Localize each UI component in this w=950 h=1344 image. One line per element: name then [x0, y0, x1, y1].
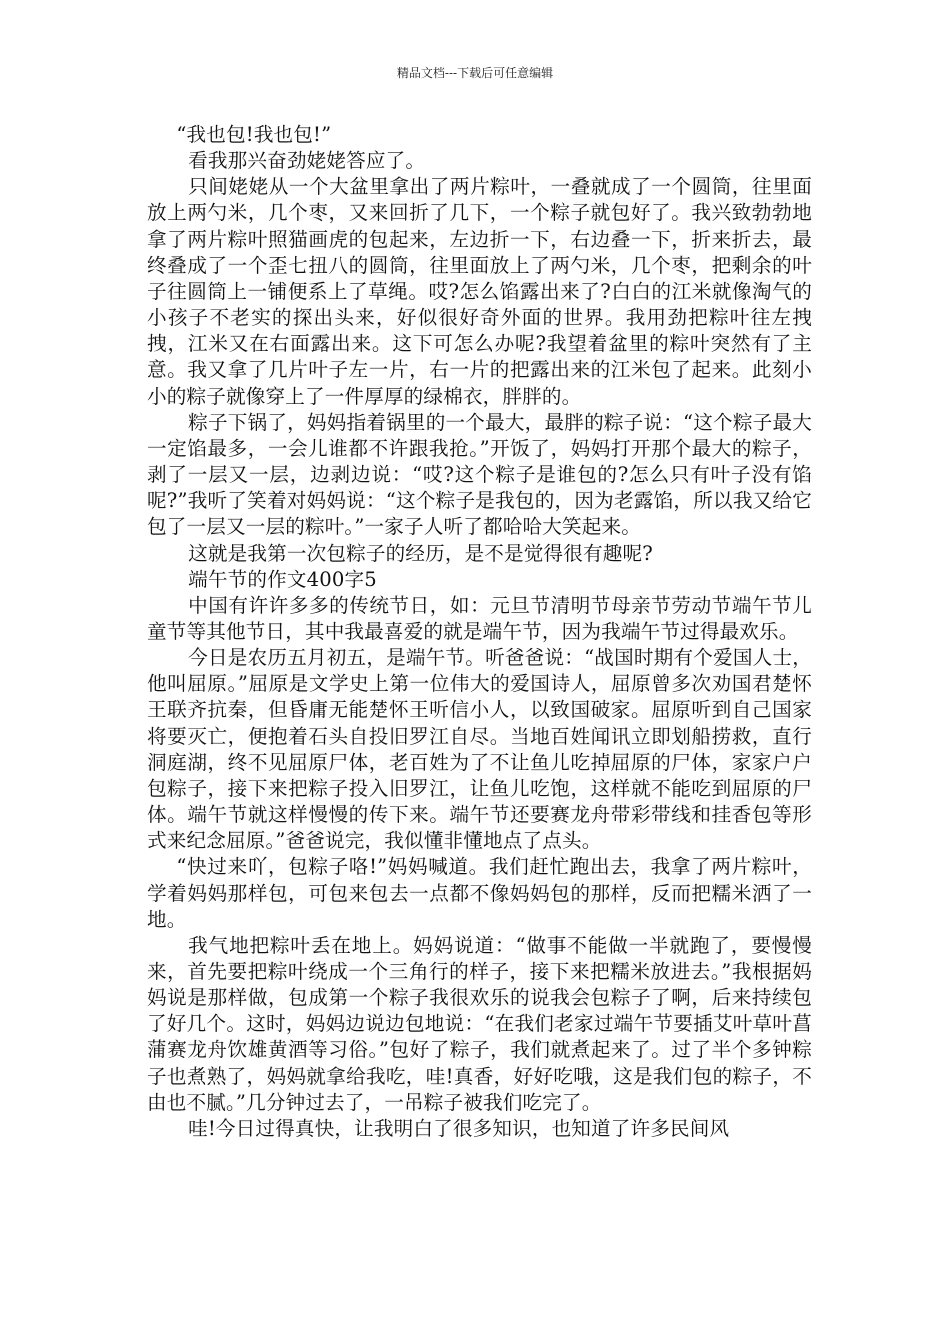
paragraph: 我气地把粽叶丢在地上。妈妈说道：“做事不能做一半就跑了，要慢慢来，首先要把粽叶绕成一个三角行的样子，接下来把糯米放进去。”我根据妈妈说是那样做，包成第一个粽子我很欢乐的说我会包粽子了啊，后来持续包了好几个。这时，妈妈边说边包地说：“在我们老家过端午节要插艾叶草叶菖蒲赛龙舟饮雄黄酒等习俗。”包好了粽子，我们就煮起来了。过了半个多钟粽子也煮熟了，妈妈就拿给我吃，哇!真香，好好吃哦，这是我们包的粽子，不由也不腻。”几分钟过去了，一吊粽子被我们吃完了。 — [147, 933, 812, 1114]
paragraph: 只间姥姥从一个大盆里拿出了两片粽叶，一叠就成了一个圆筒，往里面放上两勺米，几个枣，又来回折了几下，一个粽子就包好了。我兴致勃勃地拿了两片粽叶照猫画虎的包起来，左边折一下，右边叠一下，折来折去，最终叠成了一个歪七扭八的圆筒，往里面放上了两勺米，几个枣，把剩余的叶子往圆筒上一铺便系上了草绳。哎?怎么馅露出来了?白白的江米就像淘气的小孩子不老实的探出头来，好似很好奇外面的世界。我用劲把粽叶往左拽拽，江米又在右面露出来。这下可怎么办呢?我望着盆里的粽叶突然有了主意。我又拿了几片叶子左一片，右一片的把露出来的江米包了起来。此刻小小的粽子就像穿上了一件厚厚的绿棉衣，胖胖的。 — [147, 175, 812, 408]
paragraph: 看我那兴奋劲姥姥答应了。 — [188, 149, 426, 173]
paragraph: 这就是我第一次包粽子的经历，是不是觉得很有趣呢? — [188, 541, 653, 565]
paragraph: 哇!今日过得真快，让我明白了很多知识，也知道了许多民间风 — [188, 1116, 730, 1140]
paragraph: 今日是农历五月初五，是端午节。听爸爸说：“战国时期有个爱国人士，他叫屈原。”屈原是文学史上第一位伟大的爱国诗人，屈原曾多次劝国君楚怀王联齐抗秦，但昏庸无能楚怀王听信小人，以致国破家。屈原听到自己国家将要灭亡，便抱着石头自投旧罗江自尽。当地百姓闻讯立即划船捞救，直行洞庭湖，终不见屈原尸体，老百姓为了不让鱼儿吃掉屈原的尸体，家家户户包粽子，接下来把粽子投入旧罗江，让鱼儿吃饱，这样就不能吃到屈原的尸体。端午节就这样慢慢的传下来。端午节还要赛龙舟带彩带线和挂香包等形式来纪念屈原。”爸爸说完，我似懂非懂地点了点头。 — [147, 646, 812, 853]
paragraph: 粽子下锅了，妈妈指着锅里的一个最大，最胖的粽子说：“这个粽子最大一定馅最多，一会儿谁都不许跟我抢。”开饭了，妈妈打开那个最大的粽子，剥了一层又一层，边剥边说：“哎?这个粽子是谁包的?怎么只有叶子没有馅呢?”我听了笑着对妈妈说：“这个粽子是我包的，因为老露馅，所以我又给它包了一层又一层的粽叶。”一家子人听了都哈哈大笑起来。 — [147, 410, 812, 539]
paragraph: 中国有许许多多的传统节日，如：元旦节清明节母亲节劳动节端午节儿童节等其他节日，其中我最喜爱的就是端午节，因为我端午节过得最欢乐。 — [147, 593, 812, 643]
document-body — [147, 122, 812, 1142]
page-header: 精品文档---下载后可任意编辑 — [396, 66, 554, 80]
section-heading: 端午节的作文400字5 — [188, 567, 377, 591]
paragraph: “我也包!我也包!” — [176, 123, 332, 146]
paragraph: “快过来吖，包粽子咯!”妈妈喊道。我们赶忙跑出去，我拿了两片粽叶，学着妈妈那样包，可包来包去一点都不像妈妈包的那样，反而把糯米洒了一地。 — [147, 855, 812, 931]
